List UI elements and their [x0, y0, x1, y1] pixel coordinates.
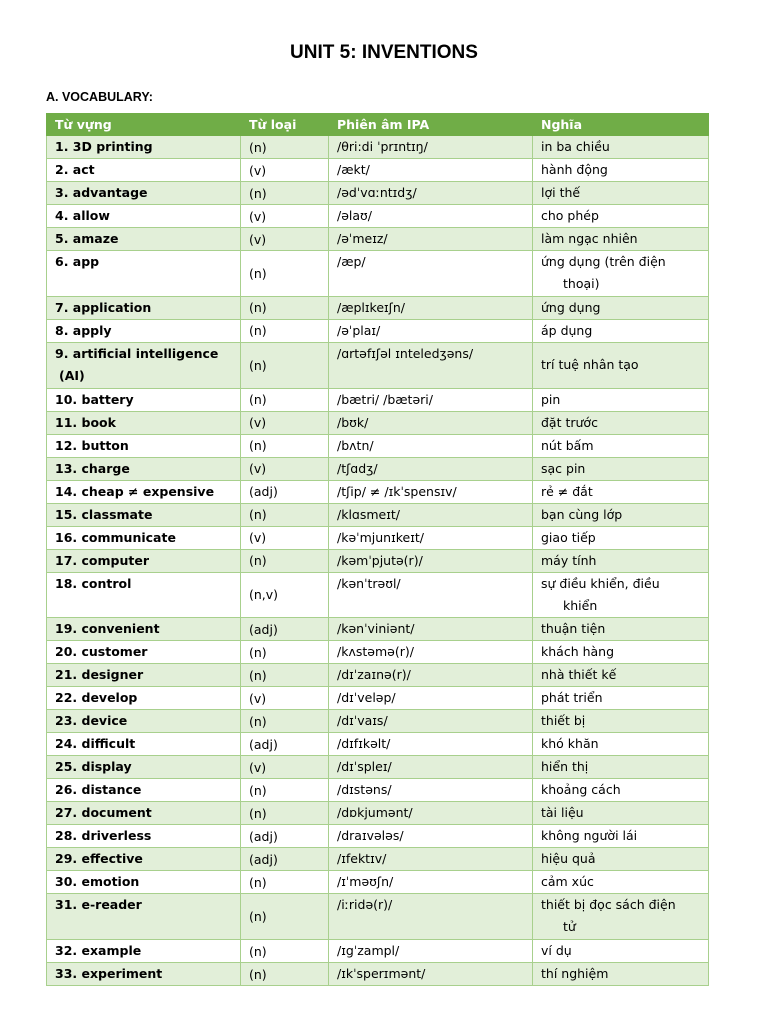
vocab-ipa: /klɑsmeɪt/ [329, 503, 533, 526]
vocab-word-text: 31. e-reader [55, 897, 142, 913]
vocab-meaning-text-cont: khiển [563, 597, 598, 613]
vocab-word-text: 28. driverless [55, 828, 152, 844]
table-row [47, 664, 709, 687]
table-row [47, 825, 709, 848]
vocab-part-of-speech: (adj) [241, 618, 329, 641]
table-row [47, 159, 709, 182]
vocab-meaning-text: giao tiếp [541, 529, 596, 545]
vocab-word [47, 480, 241, 503]
vocab-word-text: 13. charge [55, 460, 130, 476]
table-row [47, 779, 709, 802]
vocab-meaning [533, 710, 709, 733]
vocab-meaning-text: phát triển [541, 690, 603, 706]
vocab-meaning [533, 136, 709, 159]
vocab-meaning [533, 388, 709, 411]
vocab-part-of-speech: (n) [241, 802, 329, 825]
vocab-part-of-speech: (adj) [241, 733, 329, 756]
header-ipa: Phiên âm IPA [329, 114, 533, 136]
vocab-word [47, 756, 241, 779]
table-row [47, 434, 709, 457]
vocab-word-text: 18. control [55, 575, 132, 591]
vocab-ipa: /kənˈtrəʊl/ [329, 572, 533, 618]
vocab-meaning [533, 526, 709, 549]
vocab-ipa: /ɪgˈzampl/ [329, 940, 533, 963]
vocab-meaning-text: in ba chiều [541, 139, 610, 154]
vocab-part-of-speech: (v) [241, 526, 329, 549]
table-row [47, 641, 709, 664]
vocab-part-of-speech: (adj) [241, 825, 329, 848]
vocab-meaning [533, 641, 709, 664]
vocab-part-of-speech: (n) [241, 779, 329, 802]
vocab-word-text: 23. device [55, 713, 128, 729]
vocab-word [47, 251, 241, 297]
vocab-meaning-text: ứng dụng (trên điện [541, 254, 666, 269]
vocab-word-text: 20. customer [55, 644, 148, 660]
vocab-part-of-speech: (adj) [241, 848, 329, 871]
vocab-ipa: /dɪˈspleɪ/ [329, 756, 533, 779]
vocab-part-of-speech: (v) [241, 205, 329, 228]
vocab-meaning-text: áp dụng [541, 322, 593, 338]
vocab-part-of-speech: (n) [241, 871, 329, 894]
vocab-ipa: /kʌstəmə(r)/ [329, 641, 533, 664]
vocab-meaning [533, 434, 709, 457]
vocab-part-of-speech: (n) [241, 664, 329, 687]
vocab-word-text: 19. convenient [55, 621, 160, 637]
vocab-meaning [533, 205, 709, 228]
table-row [47, 618, 709, 641]
table-row [47, 756, 709, 779]
vocab-meaning [533, 687, 709, 710]
vocab-part-of-speech: (n) [241, 319, 329, 342]
vocab-meaning [533, 664, 709, 687]
table-header-row [47, 114, 709, 136]
vocab-meaning-text-cont: thoại) [563, 276, 600, 291]
vocab-ipa: /əˈmeɪz/ [329, 228, 533, 251]
vocab-part-of-speech: (n) [241, 963, 329, 986]
section-heading: A. VOCABULARY: [46, 90, 153, 104]
vocab-ipa: /bʌtn/ [329, 434, 533, 457]
table-row [47, 342, 709, 388]
vocab-word-text: 1. 3D printing [55, 139, 153, 154]
vocab-word-text: 11. book [55, 414, 116, 430]
vocab-meaning-text: cho phép [541, 208, 599, 223]
vocab-meaning [533, 319, 709, 342]
vocab-ipa: /tʃɑdʒ/ [329, 457, 533, 480]
vocab-part-of-speech: (n) [241, 136, 329, 159]
vocab-word-text: 25. display [55, 759, 132, 775]
vocab-word [47, 894, 241, 940]
vocab-part-of-speech: (n) [241, 503, 329, 526]
vocab-ipa: /kənˈviniənt/ [329, 618, 533, 641]
vocab-word [47, 618, 241, 641]
vocab-word-text: 4. allow [55, 208, 110, 223]
vocab-meaning-text-cont: tử [563, 919, 576, 935]
vocab-meaning-text: lợi thế [541, 185, 581, 200]
vocab-meaning [533, 457, 709, 480]
vocab-ipa: /ækt/ [329, 159, 533, 182]
vocab-word [47, 549, 241, 572]
table-row [47, 549, 709, 572]
table-row [47, 733, 709, 756]
vocab-word [47, 848, 241, 871]
table-body [47, 136, 709, 986]
table-row [47, 871, 709, 894]
vocab-meaning [533, 618, 709, 641]
vocab-meaning-text: khó khăn [541, 736, 599, 752]
vocab-meaning [533, 159, 709, 182]
vocab-word [47, 182, 241, 205]
vocab-ipa: /æp/ [329, 251, 533, 297]
table-row [47, 526, 709, 549]
vocab-meaning [533, 894, 709, 940]
vocab-meaning-text: nhà thiết kế [541, 667, 617, 683]
vocab-meaning-text: sự điều khiển, điều [541, 575, 660, 591]
vocab-part-of-speech: (v) [241, 228, 329, 251]
vocab-part-of-speech: (v) [241, 457, 329, 480]
table-row [47, 503, 709, 526]
vocab-meaning [533, 503, 709, 526]
vocab-ipa: /kəmˈpjutə(r)/ [329, 549, 533, 572]
vocab-ipa: /ɪˈməʊʃn/ [329, 871, 533, 894]
vocab-meaning-text: hiển thị [541, 759, 589, 775]
vocab-ipa: /tʃip/ ≠ /ɪkˈspensɪv/ [329, 480, 533, 503]
vocab-word [47, 664, 241, 687]
vocab-word-text: 14. cheap ≠ expensive [55, 483, 215, 499]
vocab-meaning [533, 228, 709, 251]
vocab-meaning-text: pin [541, 391, 561, 407]
vocab-ipa: /ɪfektɪv/ [329, 848, 533, 871]
vocab-word [47, 733, 241, 756]
vocab-word-text: 27. document [55, 805, 152, 821]
vocab-word [47, 871, 241, 894]
vocab-word [47, 710, 241, 733]
vocab-part-of-speech: (n) [241, 940, 329, 963]
vocab-part-of-speech: (n) [241, 342, 329, 388]
vocab-word [47, 963, 241, 986]
vocab-word [47, 228, 241, 251]
vocab-word-text-cont: (AI) [59, 367, 85, 383]
table-row [47, 136, 709, 159]
header-meaning: Nghĩa [533, 114, 709, 136]
vocab-meaning-text: thiết bị [541, 713, 586, 729]
vocab-part-of-speech: (n) [241, 549, 329, 572]
table-row [47, 848, 709, 871]
table-row [47, 319, 709, 342]
vocab-meaning [533, 296, 709, 319]
vocab-word-text: 7. application [55, 299, 152, 315]
vocab-part-of-speech: (v) [241, 756, 329, 779]
vocab-ipa: /əlaʊ/ [329, 205, 533, 228]
vocab-word-text: 21. designer [55, 667, 144, 683]
vocab-word-text: 22. develop [55, 690, 138, 706]
vocab-meaning [533, 251, 709, 297]
vocab-word-text: 6. app [55, 254, 100, 269]
vocab-meaning-text: làm ngạc nhiên [541, 231, 638, 246]
table-row [47, 388, 709, 411]
vocab-meaning-text: hiệu quả [541, 851, 596, 867]
vocab-meaning [533, 825, 709, 848]
vocab-meaning [533, 756, 709, 779]
vocab-word [47, 802, 241, 825]
table-row [47, 228, 709, 251]
vocab-word-text: 16. communicate [55, 529, 176, 545]
page-title: UNIT 5: INVENTIONS [290, 42, 478, 63]
vocab-ipa: /dɪstəns/ [329, 779, 533, 802]
vocab-meaning-text: sạc pin [541, 460, 586, 476]
vocab-ipa: /draɪvələs/ [329, 825, 533, 848]
vocab-word [47, 159, 241, 182]
table-row [47, 572, 709, 618]
vocab-meaning [533, 182, 709, 205]
vocab-ipa: /bʊk/ [329, 411, 533, 434]
vocab-word-text: 9. artificial intelligence [55, 345, 219, 361]
table-row [47, 710, 709, 733]
vocab-word [47, 296, 241, 319]
vocab-ipa: /iːridə(r)/ [329, 894, 533, 940]
table-row [47, 802, 709, 825]
vocab-meaning-text: không người lái [541, 828, 638, 844]
vocab-word [47, 503, 241, 526]
vocab-meaning [533, 480, 709, 503]
table-row [47, 963, 709, 986]
vocab-word-text: 24. difficult [55, 736, 136, 752]
vocab-ipa: /dɪˈveləp/ [329, 687, 533, 710]
vocab-part-of-speech: (n) [241, 894, 329, 940]
vocab-meaning [533, 963, 709, 986]
vocab-word-text: 32. example [55, 943, 142, 959]
vocab-word-text: 26. distance [55, 782, 142, 798]
vocab-ipa: /bætri/ /bætəri/ [329, 388, 533, 411]
vocab-word [47, 136, 241, 159]
vocab-word [47, 434, 241, 457]
vocab-part-of-speech: (n) [241, 434, 329, 457]
vocab-meaning [533, 779, 709, 802]
vocab-meaning-text: máy tính [541, 552, 597, 568]
table-row [47, 940, 709, 963]
vocab-ipa: /əˈplaɪ/ [329, 319, 533, 342]
vocab-word [47, 779, 241, 802]
vocab-part-of-speech: (v) [241, 411, 329, 434]
vocab-ipa: /æplɪkeɪʃn/ [329, 296, 533, 319]
vocab-part-of-speech: (n) [241, 388, 329, 411]
vocab-ipa: /dɪfɪkəlt/ [329, 733, 533, 756]
vocab-meaning-text: ví dụ [541, 943, 572, 959]
vocab-meaning-text: rẻ ≠ đắt [541, 483, 593, 499]
vocab-word [47, 388, 241, 411]
vocab-word-text: 12. button [55, 437, 129, 453]
table-row [47, 296, 709, 319]
vocab-word-text: 15. classmate [55, 506, 153, 522]
table-row [47, 687, 709, 710]
vocab-word-text: 3. advantage [55, 185, 148, 200]
vocab-meaning-text: khách hàng [541, 644, 615, 660]
header-part-of-speech: Từ loại [241, 114, 329, 136]
vocab-word [47, 572, 241, 618]
vocab-word [47, 342, 241, 388]
vocab-ipa: /dɪˈvaɪs/ [329, 710, 533, 733]
vocab-part-of-speech: (n) [241, 182, 329, 205]
vocab-ipa: /θri:di ˈprɪntɪŋ/ [329, 136, 533, 159]
vocab-meaning [533, 871, 709, 894]
vocab-meaning-text: trí tuệ nhân tạo [541, 357, 639, 373]
table-row [47, 411, 709, 434]
vocab-word [47, 825, 241, 848]
vocab-meaning-text: thiết bị đọc sách điện [541, 897, 676, 913]
table-row [47, 480, 709, 503]
vocab-meaning-text: hành động [541, 162, 608, 177]
vocab-meaning-text: thuận tiện [541, 621, 606, 637]
vocab-part-of-speech: (n) [241, 641, 329, 664]
vocab-word-text: 33. experiment [55, 966, 163, 982]
vocab-ipa: /ədˈvɑːntɪdʒ/ [329, 182, 533, 205]
vocab-part-of-speech: (v) [241, 159, 329, 182]
table-row [47, 182, 709, 205]
vocab-meaning [533, 733, 709, 756]
vocab-word [47, 687, 241, 710]
vocab-word-text: 17. computer [55, 552, 149, 568]
vocab-word [47, 940, 241, 963]
vocab-word-text: 5. amaze [55, 231, 119, 246]
vocab-word [47, 319, 241, 342]
vocab-word-text: 10. battery [55, 391, 134, 407]
table-row [47, 205, 709, 228]
vocab-meaning-text: bạn cùng lớp [541, 506, 623, 522]
vocabulary-table [46, 113, 709, 986]
vocab-meaning-text: thí nghiệm [541, 966, 609, 982]
vocab-word [47, 526, 241, 549]
vocab-word-text: 8. apply [55, 322, 112, 338]
vocab-word [47, 641, 241, 664]
table-row [47, 894, 709, 940]
vocab-ipa: /ɑrtəfɪʃəl ɪnteledʒəns/ [329, 342, 533, 388]
vocab-part-of-speech: (n,v) [241, 572, 329, 618]
vocab-ipa: /dɒkjumənt/ [329, 802, 533, 825]
vocab-meaning [533, 848, 709, 871]
vocab-word-text: 29. effective [55, 851, 143, 867]
vocab-part-of-speech: (v) [241, 687, 329, 710]
vocab-word [47, 457, 241, 480]
vocab-ipa: /kəˈmjunɪkeɪt/ [329, 526, 533, 549]
table-row [47, 457, 709, 480]
vocab-meaning-text: nút bấm [541, 437, 594, 453]
vocab-word [47, 411, 241, 434]
vocab-word [47, 205, 241, 228]
vocab-word-text: 2. act [55, 162, 95, 177]
vocab-ipa: /ɪkˈsperɪmənt/ [329, 963, 533, 986]
vocab-meaning [533, 411, 709, 434]
vocab-part-of-speech: (n) [241, 710, 329, 733]
vocab-meaning [533, 940, 709, 963]
vocab-meaning [533, 572, 709, 618]
vocab-part-of-speech: (n) [241, 296, 329, 319]
table-row [47, 251, 709, 297]
vocab-part-of-speech: (n) [241, 251, 329, 297]
vocab-part-of-speech: (adj) [241, 480, 329, 503]
vocab-word-text: 30. emotion [55, 874, 140, 890]
vocab-ipa: /dɪˈzaɪnə(r)/ [329, 664, 533, 687]
header-word: Từ vựng [47, 114, 241, 136]
vocab-meaning-text: khoảng cách [541, 782, 621, 798]
vocab-meaning-text: cảm xúc [541, 874, 594, 890]
vocab-meaning [533, 549, 709, 572]
vocab-meaning [533, 342, 709, 388]
vocab-meaning [533, 802, 709, 825]
vocab-meaning-text: đặt trước [541, 414, 598, 430]
vocab-meaning-text: tài liệu [541, 805, 584, 821]
vocab-meaning-text: ứng dụng [541, 299, 601, 315]
